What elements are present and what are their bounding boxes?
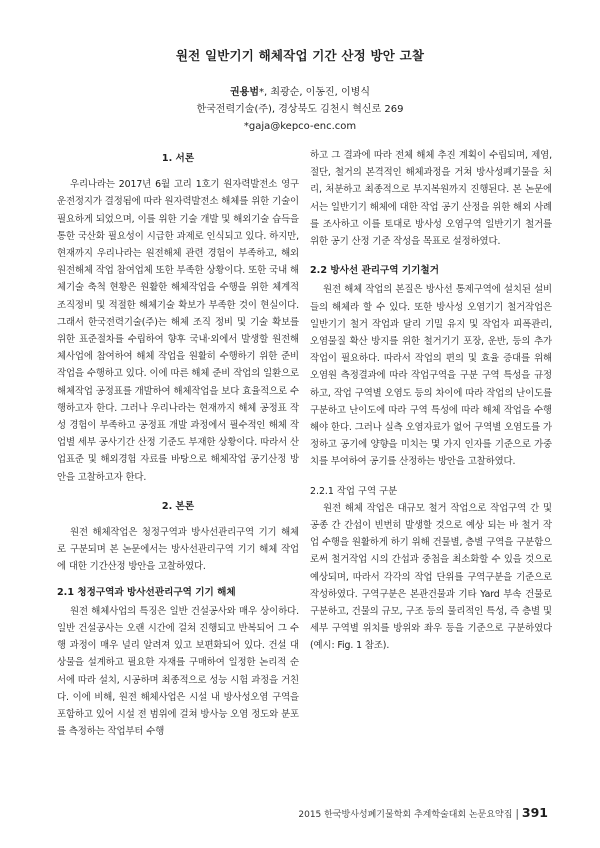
paragraph-introduction: 우리나라는 2017년 6월 고리 1호기 원자력발전소 영구 운전정지가 결정됨에 따라 원자력발전소 해체를 위한 기술이 필요하게 되었으며, 이를 위한 기술 개발 및 해외기술 습득을 통한 국산화 필요성이 시급한 과제로 인식되고 있다. 하지만, 현재까지 우리나라는 원전해체 관련 경험이 부족하고, 해외 원전해체 작업 참여업체 또한 부족한 상황이다. 또한 국내 해체기술 축척 현황은 원활한 해체작업을 수행을 위한 체계적 조직정비 및 적절한 해체기술 확보가 부족한 것이 현실이다. 그래서 한국전력기술(주)는 해체 조직 정비 및 기술 확보를 위한 표준절차를 수립하여 향후 국내·외에서 발생할 원전해체사업에 참여하여 해체 작업을 원활히 수행하기 위한 준비 작업을 수행하고 있다. 이에 따른 해체 준비 작업의 일환으로 해체작업 공정표를 개발하여 해체작업을 보다 효율적으로 수행하고자 한다. 그러나 우리나라는 현재까지 해체 공정표 작성 경험이 부족하고 공정표 개발 과정에서 필수적인 해체 작업별 세부 공사기간 산정 기준도 부재한 상황이다. 따라서 산업표준 및 해외경험 자료를 바탕으로 해체작업 공기산정 방안을 고찰하고자 한다. xyxy=(57,179,299,483)
paragraph-2-2-1: 원전 해체 작업은 대규모 철거 작업으로 작업구역 간 및 공종 간 간섭이 빈번히 발생할 것으로 예상 되는 바 철거 작업 수행을 원활하게 하기 위해 건물별, 층별 구역을 구분함으로써 철거작업 시의 간섭과 중첩을 최소화할 수 있을 것으로 예상되며, 따라서 각각의 작업 단위를 구역구분을 기준으로 작성하였다. 구역구분은 본관건물과 기타 Yard 부속 건물로 구분하고, 건물의 규모, 구조 등의 물리적인 특성, 즉 층별 및 세부 구역별 위치를 방위와 좌우 등을 기준으로 구분하였다(예시: Fig. 1 참조). xyxy=(310,502,552,652)
paragraph-body-intro: 원전 해체작업은 청정구역과 방사선관리구역 기기 해체로 구분되며 본 논문에서는 방사선관리구역 기기 해체 작업에 대한 기간산정 방안을 고찰하였다. xyxy=(57,527,299,573)
footer-separator: | xyxy=(515,807,520,820)
paper-title: 원전 일반기기 해체작업 기간 산정 방안 고찰 xyxy=(175,48,425,63)
affiliation: 한국전력기술(주), 경상북도 김천시 혁신로 269 xyxy=(196,104,404,115)
page-footer xyxy=(298,805,548,820)
subsection-heading-2-2: 2.2 방사선 관리구역 기기철거 xyxy=(310,265,439,277)
paragraph-2-1: 원전 해체사업의 특징은 일반 건설공사와 매우 상이하다. 일반 건설공사는 오랜 시간에 걸쳐 진행되고 반복되어 그 수행 과정이 매우 널리 알려져 있고 보편화되어 있다. 건설 대상물을 설계하고 필요한 자재를 구매하여 일정한 논리적 순서에 따라 설치, 시공하며 최종적으로 성능 시험 과정을 거친다. 이에 비해, 원전 해체사업은 시설 내 방사성오염 구역을 포함하고 있어 시설 전 범위에 걸쳐 방사능 오염 정도와 분포를 측정하는 작업부터 수행 xyxy=(57,605,299,738)
page-number: 391 xyxy=(521,805,548,820)
section-heading-introduction: 1. 서론 xyxy=(161,153,195,164)
author-email: *gaja@kepco-enc.com xyxy=(243,121,357,132)
left-column xyxy=(57,150,299,741)
right-column xyxy=(310,147,552,655)
lead-author: 권용범 xyxy=(230,87,259,98)
author-block xyxy=(0,84,600,135)
footer-proceedings-title: 2015 한국방사성폐기물학회 추계학술대회 논문요약집 xyxy=(298,810,513,820)
paragraph-2-2: 원전 해체 작업의 본질은 방사선 통제구역에 설치된 설비들의 해체라 할 수 있다. 또한 방사성 오염기기 철거작업은 일반기기 철거 작업과 달리 기밀 유지 및 작업자 피폭관리, 오염물질 확산 방지를 위한 철거기기 포장, 운반, 등의 추가 작업이 필요하다. 따라서 작업의 편의 및 효율 증대를 위해 오염원 측정결과에 따라 작업구역을 구분 구역 특성을 규정하고, 작업 구역별 오염도 등의 차이에 따라 작업의 난이도를 구분하고 난이도에 따라 구역 특성에 따라 해체 작업을 수행해야 한다. 그러나 실측 오염자료가 없어 구역별 오염도를 가정하고 공기에 양향을 미치는 몇 가지 인자를 기준으로 가중치를 부여하여 공기를 산정하는 방안을 고찰하였다. xyxy=(310,284,552,468)
section-heading-body: 2. 본론 xyxy=(161,500,195,512)
paragraph-2-1-continued: 하고 그 결과에 따라 전체 해체 추진 계획이 수립되며, 제염, 절단, 철거의 본격적인 해체과정을 거쳐 방사성폐기물을 처리, 처분하고 최종적으로 부지복원까지 진행된다. 본 논문에서는 일반기기 해체에 대한 작업 공기 산정을 위한 해외 사례를 조사하고 이를 토대로 방사성 오염구역 일반기기 철거를 위한 공기 산정 기준 작성을 목표로 설정하였다. xyxy=(310,150,552,248)
subsection-heading-2-2-1: 2.2.1 작업 구역 구분 xyxy=(310,485,398,497)
subsection-heading-2-1: 2.1 청정구역과 방사선관리구역 기기 해체 xyxy=(57,586,236,598)
author-line xyxy=(0,84,600,101)
co-authors: , 최광순, 이동진, 이병식 xyxy=(263,87,370,98)
corresponding-mark: * xyxy=(258,87,264,98)
